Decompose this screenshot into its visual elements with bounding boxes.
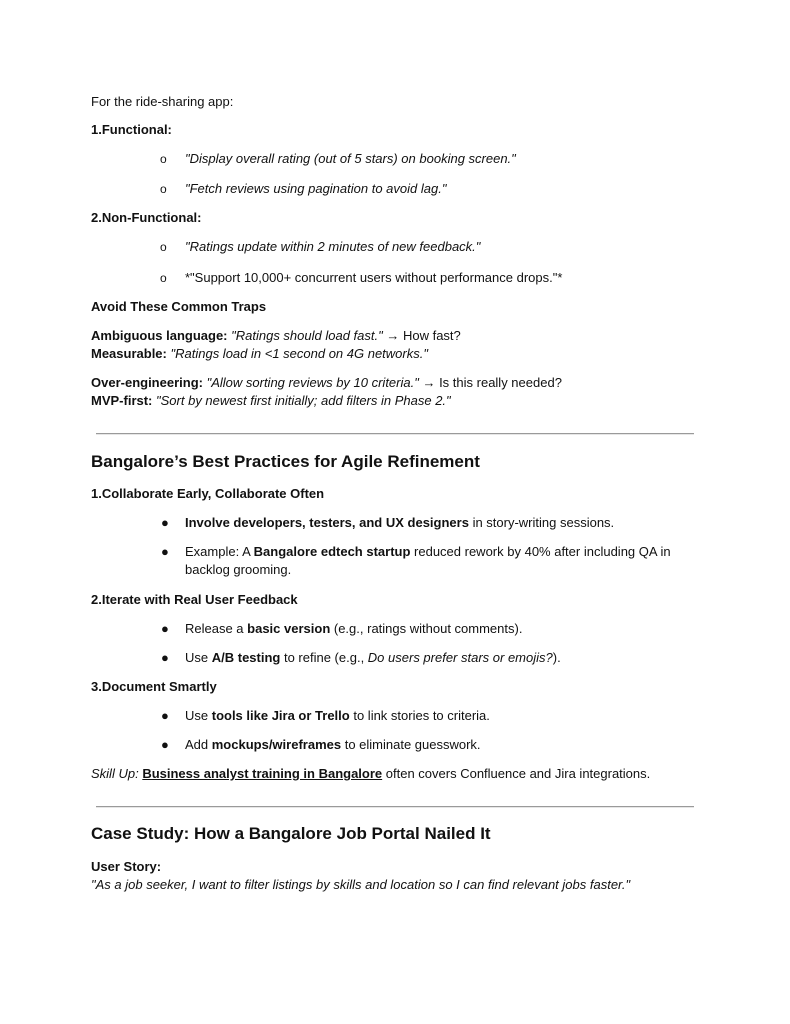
- agile-s2-bullet-1: [185, 621, 522, 637]
- overeng-line: [91, 375, 562, 391]
- bold-text: Involve developers, testers, and UX designers: [185, 515, 469, 530]
- divider: [96, 806, 694, 808]
- bold-text: tools like Jira or Trello: [211, 708, 350, 723]
- text: to link stories to criteria.: [349, 708, 490, 723]
- nonfunctional-heading: 2.Non-Functional:: [91, 210, 202, 225]
- list-marker: o: [160, 240, 167, 254]
- text: to eliminate guesswork.: [341, 737, 481, 752]
- skill-up-link[interactable]: Business analyst training in Bangalore: [142, 766, 383, 781]
- mvp-label: MVP-first:: [91, 393, 153, 408]
- text: often covers Confluence and Jira integrations.: [382, 766, 651, 781]
- agile-s1-bullet-2-line-2: backlog grooming.: [185, 562, 292, 577]
- agile-s3-bullet-2: [185, 737, 481, 753]
- ambiguous-label: Ambiguous language:: [91, 328, 228, 343]
- bullet: ●: [161, 621, 169, 636]
- divider: [96, 433, 694, 435]
- case-study-title: Case Study: How a Bangalore Job Portal Nailed It: [91, 824, 491, 843]
- text: Use: [185, 650, 212, 665]
- bullet: ●: [161, 515, 169, 530]
- ambiguous-tail: → How fast?: [382, 328, 461, 343]
- italic-text: Do users prefer stars or emojis?: [367, 650, 553, 665]
- list-marker: o: [160, 271, 167, 285]
- text: Add: [185, 737, 212, 752]
- list-marker: o: [160, 152, 167, 166]
- bullet: ●: [161, 650, 169, 665]
- bold-text: mockups/wireframes: [211, 737, 342, 752]
- text: to refine (e.g.,: [280, 650, 368, 665]
- functional-item-1: "Display overall rating (out of 5 stars) on booking screen.": [185, 151, 516, 166]
- list-marker: o: [160, 182, 167, 196]
- user-story-quote: "As a job seeker, I want to filter listings by skills and location so I can find relevant jobs faster.": [91, 877, 631, 892]
- skill-up-line: [91, 766, 650, 782]
- mvp-quote: "Sort by newest first initially; add filters in Phase 2.": [156, 393, 451, 408]
- overeng-label: Over-engineering:: [91, 375, 203, 390]
- overeng-tail: → Is this really needed?: [418, 375, 562, 390]
- measurable-line: [91, 346, 428, 362]
- bullet: ●: [161, 544, 169, 559]
- skill-up-label: Skill Up:: [91, 766, 139, 781]
- functional-heading: 1.Functional:: [91, 122, 172, 137]
- intro-text: For the ride-sharing app:: [91, 94, 234, 109]
- agile-section-title: Bangalore’s Best Practices for Agile Refinement: [91, 452, 480, 471]
- agile-s1-bullet-1: [185, 515, 614, 531]
- agile-s2-bullet-2: [185, 650, 561, 666]
- text: Use: [185, 708, 212, 723]
- bold-text: Bangalore edtech startup: [253, 544, 411, 559]
- overeng-quote: "Allow sorting reviews by 10 criteria.": [206, 375, 419, 390]
- agile-s1-bullet-2: [185, 544, 671, 560]
- traps-heading: Avoid These Common Traps: [91, 299, 267, 314]
- text: Release a: [185, 621, 248, 636]
- functional-item-2: "Fetch reviews using pagination to avoid lag.": [185, 181, 447, 196]
- nonfunctional-item-2: *"Support 10,000+ concurrent users without performance drops."*: [185, 270, 563, 285]
- text: in story-writing sessions.: [468, 515, 615, 530]
- mvp-line: [91, 393, 451, 409]
- text: Example: A: [185, 544, 254, 559]
- text: reduced rework by 40% after including QA in: [410, 544, 671, 559]
- ambiguous-quote: "Ratings should load fast.": [231, 328, 383, 343]
- ambiguous-line: [91, 328, 461, 344]
- agile-s1-heading: 1.Collaborate Early, Collaborate Often: [91, 486, 325, 501]
- user-story-label: User Story:: [91, 859, 162, 874]
- text: (e.g., ratings without comments).: [330, 621, 523, 636]
- agile-s2-heading: 2.Iterate with Real User Feedback: [91, 592, 298, 607]
- agile-s3-heading: 3.Document Smartly: [91, 679, 217, 694]
- bold-text: basic version: [247, 621, 331, 636]
- nonfunctional-item-1: "Ratings update within 2 minutes of new feedback.": [185, 239, 481, 254]
- bullet: ●: [161, 708, 169, 723]
- text: ).: [552, 650, 561, 665]
- measurable-quote: "Ratings load in <1 second on 4G networks.": [170, 346, 428, 361]
- agile-s3-bullet-1: [185, 708, 490, 724]
- bold-text: A/B testing: [211, 650, 281, 665]
- measurable-label: Measurable:: [91, 346, 167, 361]
- bullet: ●: [161, 737, 169, 752]
